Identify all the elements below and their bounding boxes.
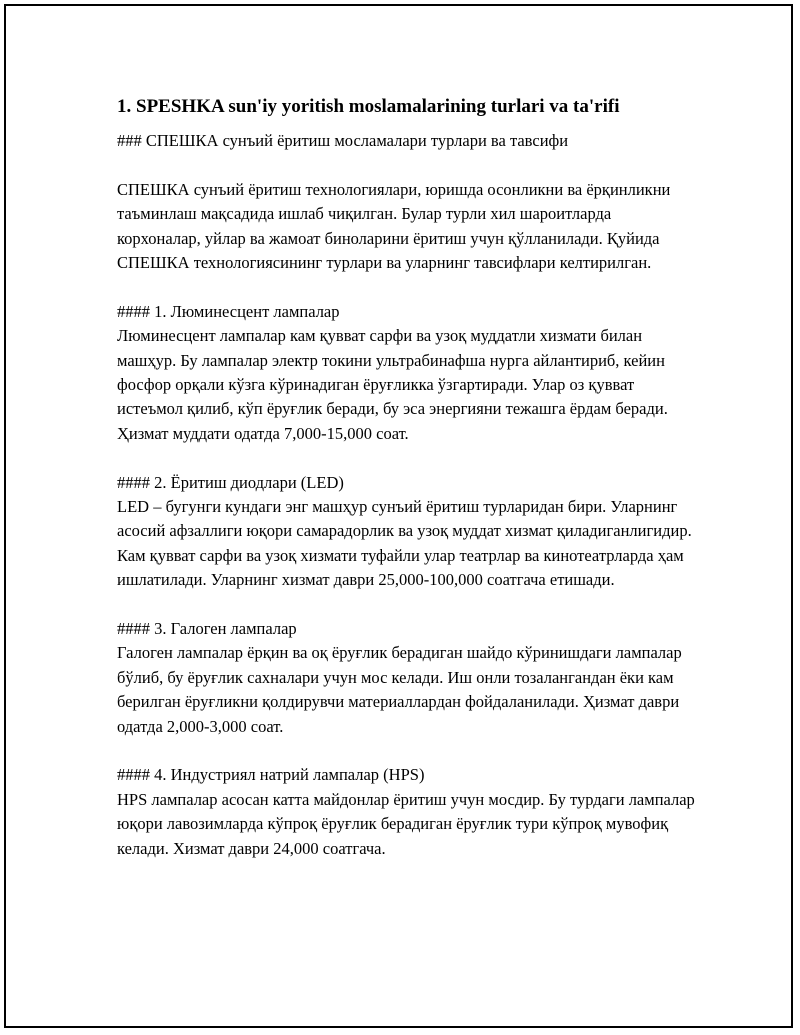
paragraph-spacer [117, 153, 697, 177]
section-body: Люминесцент лампалар кам қувват сарфи ва узоқ муддатли хизмати билан машҳур. Бу лампалар электр токини ультрабинафша нурга айлантириб, кейин фосфор орқали кўзга кўринадиган ёруғликка ўзгартиради. Улар оз қувват истеъмол қилиб, кўп ёруғлик беради, бу эса энергияни тежашга ёрдам беради. Ҳизмат муддати одатда 7,000-15,000 соат. [117, 326, 668, 443]
section-body: HPS лампалар асосан катта майдонлар ёритиш учун мосдир. Бу турдаги лампалар юқори лавозимларда кўпроқ ёруғлик берадиган ёруғлик тури кўпроқ мувофиқ келади. Хизмат даври 24,000 соатгача. [117, 789, 695, 858]
paragraph-spacer [117, 446, 697, 470]
section-heading: #### 3. Галоген лампалар [117, 619, 297, 639]
section-body: Галоген лампалар ёрқин ва оқ ёруғлик берадиган шайдо кўринишдаги лампалар бўлиб, бу ёруғлик сахналари учун мос келади. Иш онли тозалангандан ёки кам берилган ёруғликни қолдирувчи материаллардан фойдаланилади. Ҳизмат даври одатда 2,000-3,000 соат. [117, 643, 682, 736]
intro-paragraph: СПЕШКА сунъий ёритиш технологиялари, юришда осонликни ва ёрқинликни таъминлаш мақсадида ишлаб чиқилган. Булар турли хил шароитларда корхоналар, уйлар ва жамоат биноларини ёритиш учун қўлланилади. Қуйида СПЕШКА технологиясининг турлари ва уларнинг тавсифлари келтирилган. [117, 179, 671, 273]
section-heading: #### 4. Индустриял натрий лампалар (HPS) [117, 765, 425, 785]
document-subtitle: ### СПЕШКА сунъий ёритиш мосламалари турлари ва тавсифи [117, 131, 569, 150]
section-heading: #### 1. Люминесцент лампалар [117, 301, 340, 321]
document-body [117, 93, 697, 861]
section-heading: #### 2. Ёритиш диодлари (LED) [117, 472, 344, 492]
section-body: LED – бугунги кундаги энг машҳур сунъий ёритиш турларидан бири. Уларнинг асосий афзаллиги юқори самарадорлик ва узоқ муддат хизмат қиладиганлигидир. Кам қувват сарфи ва узоқ хизмати туфайли улар театрлар ва кинотеатрларда ҳам ишлатилади. Уларнинг хизмат даври 25,000-100,000 соатгача етишади. [117, 497, 692, 590]
paragraph-spacer [117, 593, 697, 617]
paragraph-spacer [117, 275, 697, 299]
paragraph-spacer [117, 739, 697, 763]
document-title: 1. SPESHKA sun'iy yoritish moslamalarining turlari va ta'rifi [117, 96, 620, 117]
